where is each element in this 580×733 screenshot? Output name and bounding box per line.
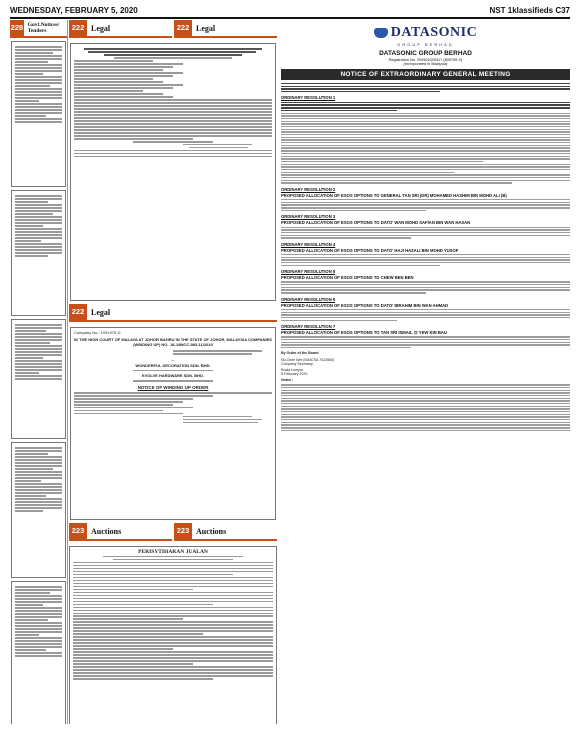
incorporation-note: (Incorporated in Malaysia) — [403, 62, 448, 66]
resolution-5-title: PROPOSED ALLOCATION OF ESOS OPTIONS TO CHEW BEN BEN — [281, 275, 414, 281]
notice-place: Kuala Lumpur — [281, 367, 304, 372]
section-name: Govt.Notices/ Tenders — [27, 22, 60, 34]
legal-header-row — [69, 20, 277, 41]
section-legal-2 — [174, 20, 277, 38]
section-name: Auctions — [196, 526, 227, 536]
legal-notice-1 — [70, 43, 276, 301]
header-section: NST 1klassifieds C37 — [489, 6, 570, 15]
registration-number: Registration No. 200901000417 (809759-X) — [388, 58, 463, 62]
board-order: By Order of the Board — [281, 351, 319, 356]
section-number: 228 — [10, 20, 24, 36]
respondent-name: WONDERFUL DECORATION SDN. BHD. — [135, 363, 211, 369]
resolution-1-title — [281, 102, 570, 111]
resolution-6-title: PROPOSED ALLOCATION OF ESOS OPTIONS TO DATO' IBRAHIM BIN WAN AHMAD — [281, 302, 449, 308]
tender-notice-3 — [11, 319, 66, 439]
datasonic-tagline: GROUP BERHAD — [397, 42, 454, 47]
section-name: Legal — [196, 23, 216, 33]
secretary-name: Nu Chee Wei (MAICSA 7022660) — [281, 357, 335, 362]
resolution-2-body — [281, 199, 570, 211]
resolution-4-body — [281, 254, 570, 266]
section-number: 223 — [69, 523, 87, 539]
section-auctions-1 — [69, 523, 172, 541]
notice-title: NOTICE OF WINDING UP ORDER — [137, 384, 209, 390]
resolution-4-heading: ORDINARY RESOLUTION 4 — [281, 241, 336, 247]
section-number: 222 — [174, 20, 192, 36]
egm-notice-bar: NOTICE OF EXTRAORDINARY GENERAL MEETING — [281, 69, 570, 80]
resolution-6-heading: ORDINARY RESOLUTION 6 — [281, 296, 336, 302]
section-number: 222 — [69, 304, 87, 320]
company-number: Company No.: 1091975-D — [74, 330, 121, 335]
tender-notice-2 — [11, 190, 66, 316]
resolution-5-heading: ORDINARY RESOLUTION 5 — [281, 269, 336, 275]
notice-date: 5 February 2020 — [281, 372, 308, 377]
section-number: 222 — [69, 20, 87, 36]
auction-title: PERISYTIHARAN JUALAN — [138, 549, 208, 555]
winding-up-notice: Company No.: 1091975-D IN THE HIGH COURT OF MALAYA AT JOHOR BAHRU IN THE STATE OF JOHOR, MALAYSIA COMPANIES (WINDING UP) NO. JA-28NCC-983-11/2019 — WONDERFUL DECORATION SDN. BHD. EVOLVE HARDWARE SDN. BHD. NOTICE OF WINDING UP ORDER — [70, 327, 276, 520]
resolution-4-title: PROPOSED ALLOCATION OF ESOS OPTIONS TO DATO' HAJI HAZALI BIN MOHD YUSOF — [281, 247, 459, 253]
datasonic-logo — [281, 24, 570, 47]
petitioner-name: EVOLVE HARDWARE SDN. BHD. — [141, 373, 205, 379]
section-number: 223 — [174, 523, 192, 539]
notes-body — [281, 384, 570, 431]
auction-notice — [69, 546, 277, 724]
resolution-6-body — [281, 309, 570, 321]
datasonic-brand: DATASONIC — [390, 24, 478, 40]
auction-header-row — [69, 523, 277, 544]
legal-column — [69, 20, 277, 724]
resolution-1-heading: ORDINARY RESOLUTION 1 — [281, 95, 336, 101]
resolution-5-body — [281, 281, 570, 293]
section-auctions-2 — [174, 523, 277, 541]
resolution-7-title: PROPOSED ALLOCATION OF ESOS OPTIONS TO TAN SRI ISMAIL @ YEW KIN BAU — [281, 329, 447, 335]
datasonic-logo-icon — [374, 28, 388, 38]
secretary-title: Company Secretary — [281, 362, 313, 367]
tender-notice-4 — [11, 442, 66, 578]
resolution-1-body — [281, 113, 570, 184]
notice-intro — [281, 83, 570, 92]
section-name: Legal — [91, 307, 111, 317]
resolution-2-title: PROPOSED ALLOCATION OF ESOS OPTIONS TO GENERAL TAN SRI (DR) MOHAMED HASHIM BIN MOHD ALI (B) — [281, 192, 507, 198]
tender-notice-1 — [11, 41, 66, 187]
section-legal-3 — [69, 304, 277, 322]
section-name: Legal — [91, 23, 111, 33]
notes-heading: Notes : — [281, 378, 294, 383]
section-name: Auctions — [91, 526, 122, 536]
resolution-2-heading: ORDINARY RESOLUTION 2 — [281, 186, 336, 192]
legal-header-row-2 — [69, 304, 277, 325]
court-title: IN THE HIGH COURT OF MALAYA AT JOHOR BAHRU IN THE STATE OF JOHOR, MALAYSIA COMPANIES (WINDING UP) NO. JA-28NCC-983-11/2019 — [74, 337, 272, 348]
resolution-7-heading: ORDINARY RESOLUTION 7 — [281, 323, 336, 329]
resolution-7-body — [281, 336, 570, 348]
section-legal-1 — [69, 20, 172, 38]
resolution-3-heading: ORDINARY RESOLUTION 3 — [281, 214, 336, 220]
section-govt-notices — [10, 20, 67, 38]
header-rule — [10, 17, 570, 19]
tender-notice-5 — [11, 581, 66, 724]
header-date: WEDNESDAY, FEBRUARY 5, 2020 — [10, 6, 138, 15]
resolution-3-body — [281, 227, 570, 239]
govt-notices-column — [10, 20, 68, 724]
datasonic-notice — [281, 20, 570, 724]
resolution-3-title: PROPOSED ALLOCATION OF ESOS OPTIONS TO DATO' WAN MOHD SAFIAN BIN WAN HASAN — [281, 220, 471, 226]
company-name: DATASONIC GROUP BERHAD — [379, 50, 472, 57]
